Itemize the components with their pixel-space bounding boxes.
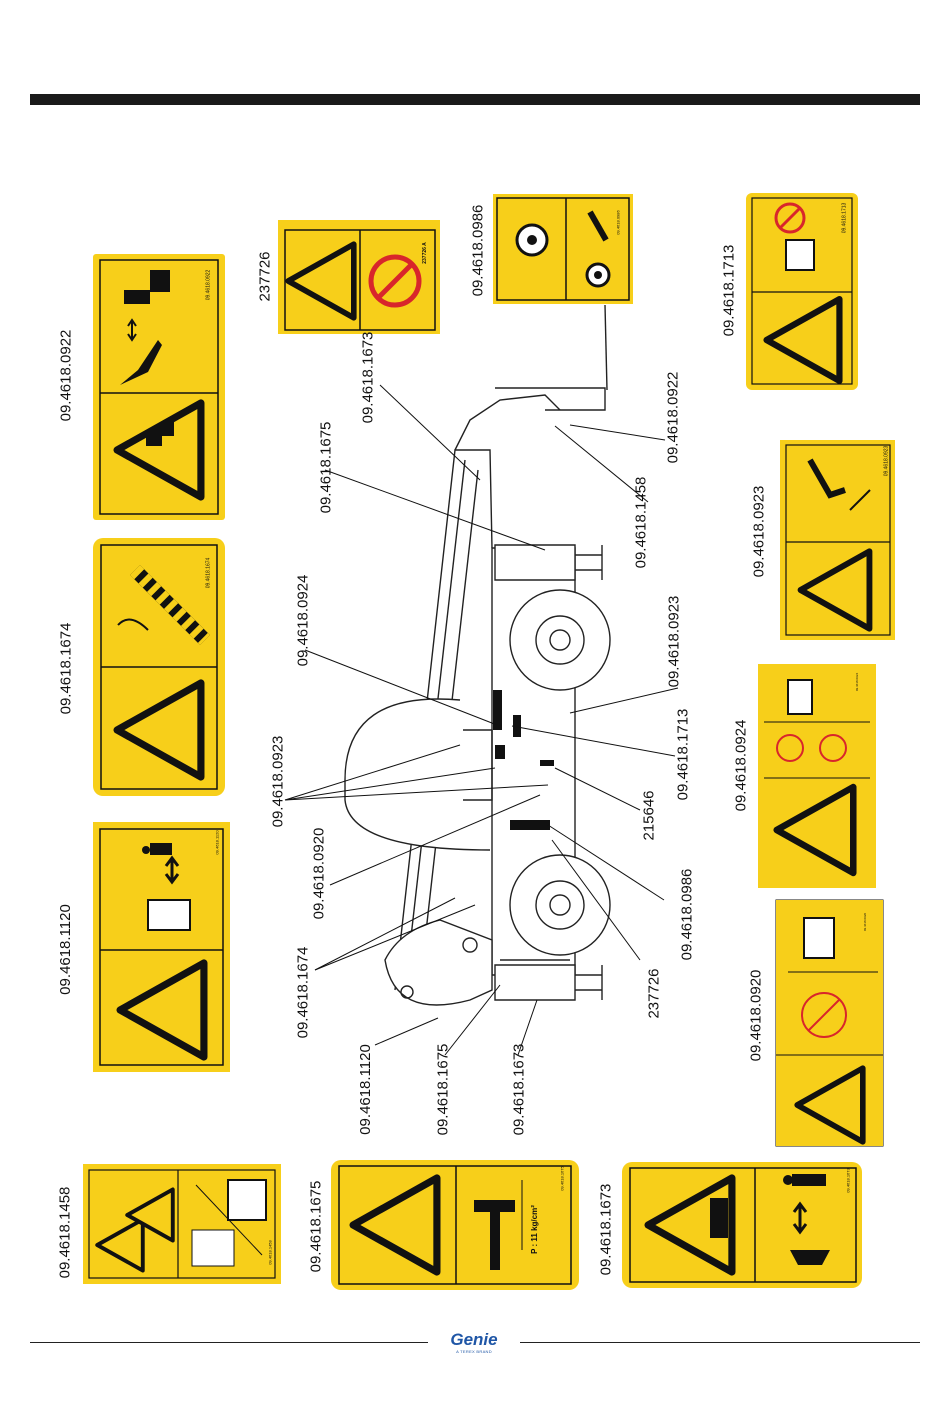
decal-1675 [331, 1160, 579, 1290]
label-0924: 09.4618.0924 [732, 719, 750, 812]
label-0923: 09.4618.0923 [750, 485, 768, 578]
decal-1120 [93, 822, 230, 1072]
decal-237726 [278, 220, 440, 334]
callout-1673-bottom: 09.4618.1673 [510, 1043, 528, 1136]
decal-0986-code: 09.4618.0986 [615, 210, 621, 235]
callout-1673-top: 09.4618.1673 [359, 331, 377, 424]
callout-1675-top: 09.4618.1675 [317, 421, 335, 514]
decal-0986 [493, 194, 633, 304]
decal-0923 [780, 440, 895, 640]
callout-0920: 09.4618.0920 [310, 827, 328, 920]
decal-237726-code: 237726 A [421, 242, 428, 264]
label-1713: 09.4618.1713 [720, 244, 738, 337]
decal-0924-code: 09.4618.0924 [855, 672, 860, 692]
decal-1673-code: 09.4618.1673 [845, 1168, 851, 1193]
decal-1458 [83, 1164, 281, 1284]
decal-1120-code: 09.4618.1120 [214, 830, 220, 855]
genie-logo [438, 1331, 510, 1361]
decal-1675-code: 09.4618.1675 [559, 1166, 565, 1191]
label-1673: 09.4618.1673 [597, 1183, 615, 1276]
label-0922: 09.4618.0922 [57, 329, 75, 422]
decal-1458-code: 09.4618.1458 [267, 1240, 273, 1265]
decal-0920 [776, 900, 883, 1146]
footer-rule-right [520, 1342, 920, 1343]
label-1675: 09.4618.1675 [307, 1180, 325, 1273]
pressure-label: P : 11 kg/cm² [529, 1205, 539, 1254]
callout-1675-bottom: 09.4618.1675 [434, 1043, 452, 1136]
callout-0922-right: 09.4618.0922 [664, 371, 682, 464]
label-1674: 09.4618.1674 [57, 622, 75, 715]
callout-215646: 215646 [640, 790, 658, 841]
callout-1713-right: 09.4618.1713 [674, 708, 692, 801]
label-237726: 237726 [256, 251, 274, 302]
label-1120: 09.4618.1120 [56, 904, 74, 995]
telehandler-drawing [345, 305, 610, 1005]
label-0920: 09.4618.0920 [747, 969, 765, 1062]
callout-0923-left: 09.4618.0923 [269, 735, 287, 828]
decal-0920-code: 09.4618.0920 [863, 912, 868, 932]
decal-1674-code: 09.4618.1674 [205, 557, 212, 589]
decal-1673 [622, 1162, 862, 1288]
callout-0923-right: 09.4618.0923 [665, 595, 683, 688]
decal-0924 [758, 664, 876, 888]
callout-237726-right: 237726 [645, 968, 663, 1019]
callout-0986-right: 09.4618.0986 [678, 868, 696, 961]
footer-rule-left [30, 1342, 428, 1343]
brand-tagline: A TEREX BRAND [456, 1349, 492, 1354]
label-1458: 09.4618.1458 [56, 1186, 74, 1279]
label-0986: 09.4618.0986 [469, 204, 487, 297]
callout-1120: 09.4618.1120 [356, 1044, 374, 1135]
decal-1713-code: 09.4618.1713 [841, 202, 848, 234]
decal-0923-code: 09.4618.0923 [883, 445, 890, 477]
brand-name: Genie [450, 1330, 498, 1349]
decal-0922-code: 09.4618.0922 [205, 269, 212, 301]
callout-0924: 09.4618.0924 [294, 574, 312, 667]
callout-1458-right: 09.4618.1458 [632, 476, 650, 569]
callout-1674: 09.4618.1674 [294, 946, 312, 1039]
